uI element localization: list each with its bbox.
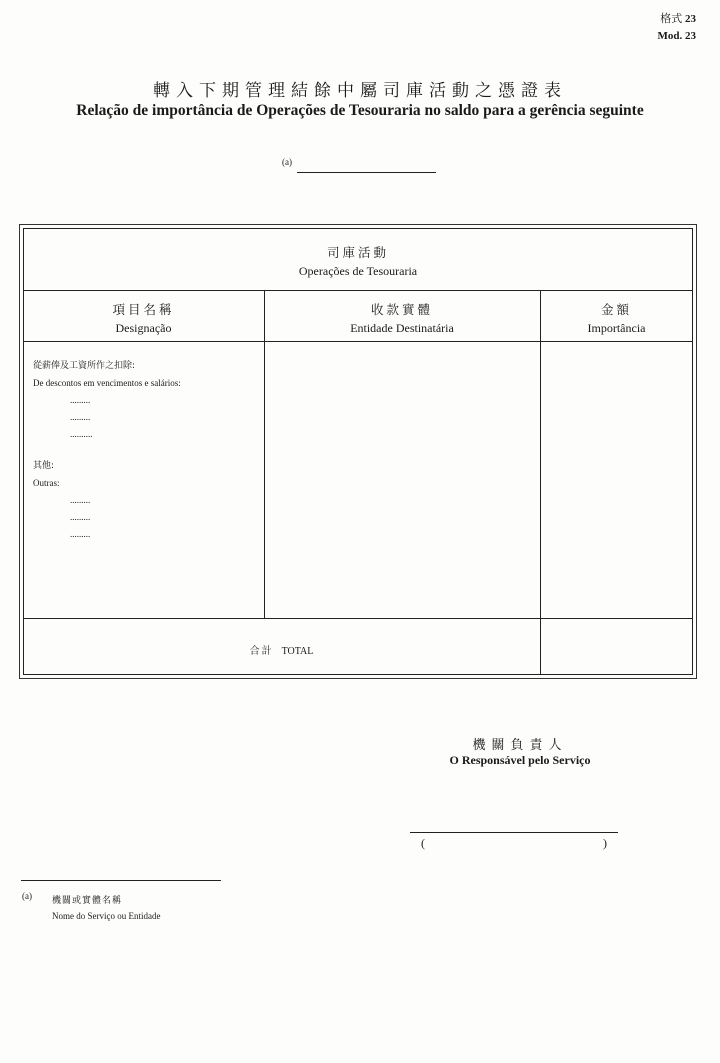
signature-paren-open: ( [421,836,425,850]
responsible-title-zh: 機關負責人 [472,738,568,753]
column-header-zh: 項目名稱 [112,302,175,317]
group-salary-pt: De descontos em vencimentos e salários: [33,378,181,388]
section-title-zh: 司庫活動 [326,245,389,260]
group-other-pt: Outras: [33,478,60,488]
table-section-header [23,243,693,279]
designation-list [33,358,261,543]
column-header-designation [23,300,264,336]
group-other-zh: 其他: [33,461,55,471]
column-header-pt: Importância [587,321,646,335]
list-item[interactable]: .......... [70,429,93,439]
column-header-zh: 金額 [600,302,632,317]
form-model-zh-number: 23 [685,13,696,25]
signature-line[interactable] [410,832,618,833]
list-item[interactable]: ......... [70,512,91,522]
footnote-marker: (a) [22,891,32,901]
list-item[interactable]: ......... [70,495,91,505]
column-header-amount [540,300,693,336]
group-salary-zh: 從薪俸及工資所作之扣除: [33,361,136,371]
form-model-pt: Mod. 23 [657,30,696,42]
form-model-zh: 格式 [660,12,683,25]
table-column-divider-1 [264,290,265,618]
page-title-zh: 轉入下期管理結餘中屬司庫活動之憑證表 [153,81,567,101]
column-header-zh: 收款實體 [370,302,433,317]
field-a-label: (a) [282,157,292,167]
list-item[interactable]: ......... [70,529,91,539]
table-column-divider-2 [540,290,541,675]
responsible-title-pt: O Responsável pelo Serviço [449,753,591,767]
column-header-pt: Designação [115,321,172,335]
footnote-text-pt: Nome do Serviço ou Entidade [52,911,161,921]
total-label-zh: 合計 [249,646,274,657]
field-a-line[interactable] [297,172,436,173]
list-item[interactable]: ......... [70,412,91,422]
list-item[interactable]: ......... [70,395,91,405]
column-header-entity [264,300,540,336]
section-title-pt: Operações de Tesouraria [298,264,418,278]
column-header-pt: Entidade Destinatária [350,321,454,335]
total-amount-cell[interactable] [541,619,692,674]
page-title-pt: Relação de importância de Operações de Tesouraria no saldo para a gerência seguinte [76,102,644,119]
table-divider-header [23,341,693,342]
form-model-number [658,10,697,45]
footnote-text-zh: 機關或實體名稱 [52,896,123,906]
signature-paren-close: ) [603,836,607,850]
table-divider-section [23,290,693,291]
total-label-pt: TOTAL [281,646,314,657]
total-row-label [23,642,540,657]
footnote-divider [21,880,221,881]
